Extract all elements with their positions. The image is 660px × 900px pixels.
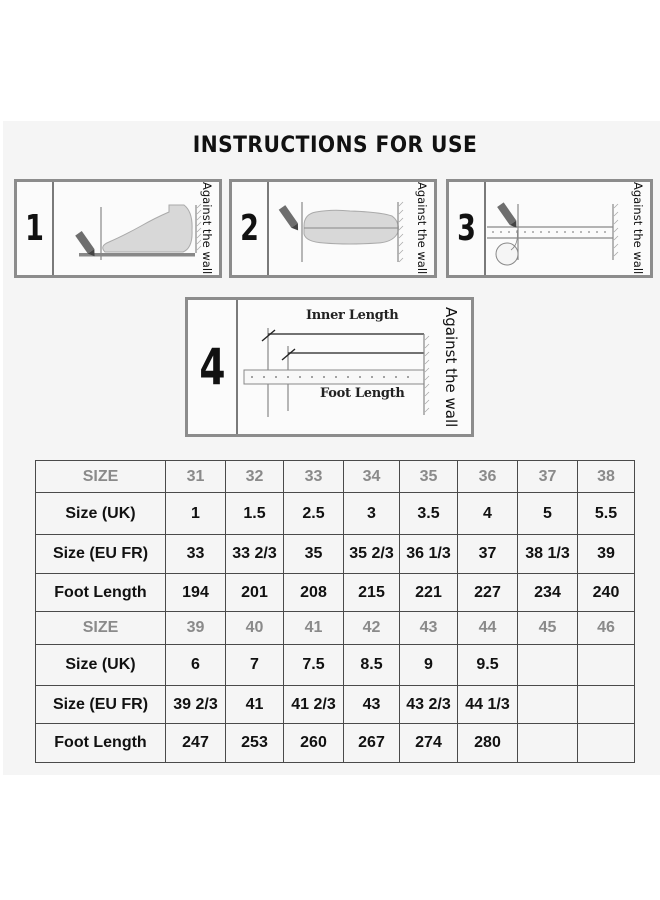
foot-length-cell <box>518 724 578 763</box>
eu-cell: 39 <box>578 535 635 574</box>
wall-label: Against the wall <box>415 182 429 275</box>
foot-length-cell: 280 <box>458 724 518 763</box>
row-label-foot-length: Foot Length <box>36 574 166 612</box>
foot-length-cell: 253 <box>226 724 284 763</box>
eu-cell <box>518 686 578 724</box>
size-cell: 36 <box>458 461 518 493</box>
foot-length-cell: 274 <box>400 724 458 763</box>
table-row-eu <box>36 535 635 574</box>
ruler-measurement-icon <box>485 182 635 275</box>
eu-cell: 41 2/3 <box>284 686 344 724</box>
size-cell: 43 <box>400 612 458 645</box>
size-cell: 42 <box>344 612 400 645</box>
table-row-foot-length <box>36 574 635 612</box>
size-cell: 39 <box>166 612 226 645</box>
uk-cell: 3 <box>344 493 400 535</box>
eu-cell: 33 <box>166 535 226 574</box>
uk-cell: 1.5 <box>226 493 284 535</box>
eu-cell <box>578 686 635 724</box>
step-3-card <box>446 179 653 278</box>
step-number: 2 <box>232 182 269 275</box>
inner-length-label: Inner Length <box>306 308 399 323</box>
uk-cell: 8.5 <box>344 645 400 686</box>
size-cell: 38 <box>578 461 635 493</box>
foot-length-cell: 215 <box>344 574 400 612</box>
foot-length-cell: 234 <box>518 574 578 612</box>
foot-length-label: Foot Length <box>320 386 405 401</box>
uk-cell: 2.5 <box>284 493 344 535</box>
eu-cell: 41 <box>226 686 284 724</box>
eu-cell: 33 2/3 <box>226 535 284 574</box>
wall-label: Against the wall <box>200 182 214 275</box>
uk-cell: 5 <box>518 493 578 535</box>
step-2-card <box>229 179 437 278</box>
foot-length-cell: 260 <box>284 724 344 763</box>
wall-label: Against the wall <box>442 306 460 428</box>
table-row-uk <box>36 493 635 535</box>
foot-length-cell: 240 <box>578 574 635 612</box>
uk-cell: 6 <box>166 645 226 686</box>
eu-cell: 43 <box>344 686 400 724</box>
table-row-size-header <box>36 461 635 493</box>
uk-cell <box>578 645 635 686</box>
uk-cell: 7.5 <box>284 645 344 686</box>
eu-cell: 35 2/3 <box>344 535 400 574</box>
foot-length-cell: 267 <box>344 724 400 763</box>
row-label-uk: Size (UK) <box>36 493 166 535</box>
size-cell: 37 <box>518 461 578 493</box>
step-number: 1 <box>17 182 54 275</box>
size-chart-table <box>35 460 635 763</box>
table-row-size-header <box>36 612 635 645</box>
step-1-card <box>14 179 222 278</box>
foot-length-cell: 201 <box>226 574 284 612</box>
wall-label: Against the wall <box>631 182 645 275</box>
eu-cell: 43 2/3 <box>400 686 458 724</box>
foot-length-cell: 227 <box>458 574 518 612</box>
foot-side-view-with-pencil-icon <box>53 182 203 275</box>
step-number: 3 <box>449 182 486 275</box>
table-row-eu <box>36 686 635 724</box>
eu-cell: 38 1/3 <box>518 535 578 574</box>
row-label-foot-length: Foot Length <box>36 724 166 763</box>
size-cell: 40 <box>226 612 284 645</box>
row-label-eu: Size (EU FR) <box>36 535 166 574</box>
size-cell: 33 <box>284 461 344 493</box>
foot-length-cell: 194 <box>166 574 226 612</box>
row-label-eu: Size (EU FR) <box>36 686 166 724</box>
eu-cell: 35 <box>284 535 344 574</box>
foot-length-cell: 208 <box>284 574 344 612</box>
uk-cell: 1 <box>166 493 226 535</box>
eu-cell: 36 1/3 <box>400 535 458 574</box>
page-title: INSTRUCTIONS FOR USE <box>192 133 478 158</box>
uk-cell: 9 <box>400 645 458 686</box>
foot-length-cell: 221 <box>400 574 458 612</box>
foot-top-view-with-pencil-icon <box>268 182 418 275</box>
size-cell: 35 <box>400 461 458 493</box>
uk-cell: 7 <box>226 645 284 686</box>
size-cell: 32 <box>226 461 284 493</box>
table-row-foot-length <box>36 724 635 763</box>
size-cell: 34 <box>344 461 400 493</box>
foot-length-cell <box>578 724 635 763</box>
size-cell: 31 <box>166 461 226 493</box>
uk-cell: 9.5 <box>458 645 518 686</box>
foot-length-cell: 247 <box>166 724 226 763</box>
step-number: 4 <box>188 300 238 434</box>
eu-cell: 37 <box>458 535 518 574</box>
table-row-uk <box>36 645 635 686</box>
size-cell: 45 <box>518 612 578 645</box>
eu-cell: 44 1/3 <box>458 686 518 724</box>
uk-cell: 4 <box>458 493 518 535</box>
size-cell: 46 <box>578 612 635 645</box>
size-cell: 44 <box>458 612 518 645</box>
size-cell: 41 <box>284 612 344 645</box>
uk-cell: 5.5 <box>578 493 635 535</box>
uk-cell <box>518 645 578 686</box>
row-label-size: SIZE <box>36 461 166 493</box>
row-label-uk: Size (UK) <box>36 645 166 686</box>
row-label-size: SIZE <box>36 612 166 645</box>
eu-cell: 39 2/3 <box>166 686 226 724</box>
step-4-card <box>185 297 474 437</box>
uk-cell: 3.5 <box>400 493 458 535</box>
